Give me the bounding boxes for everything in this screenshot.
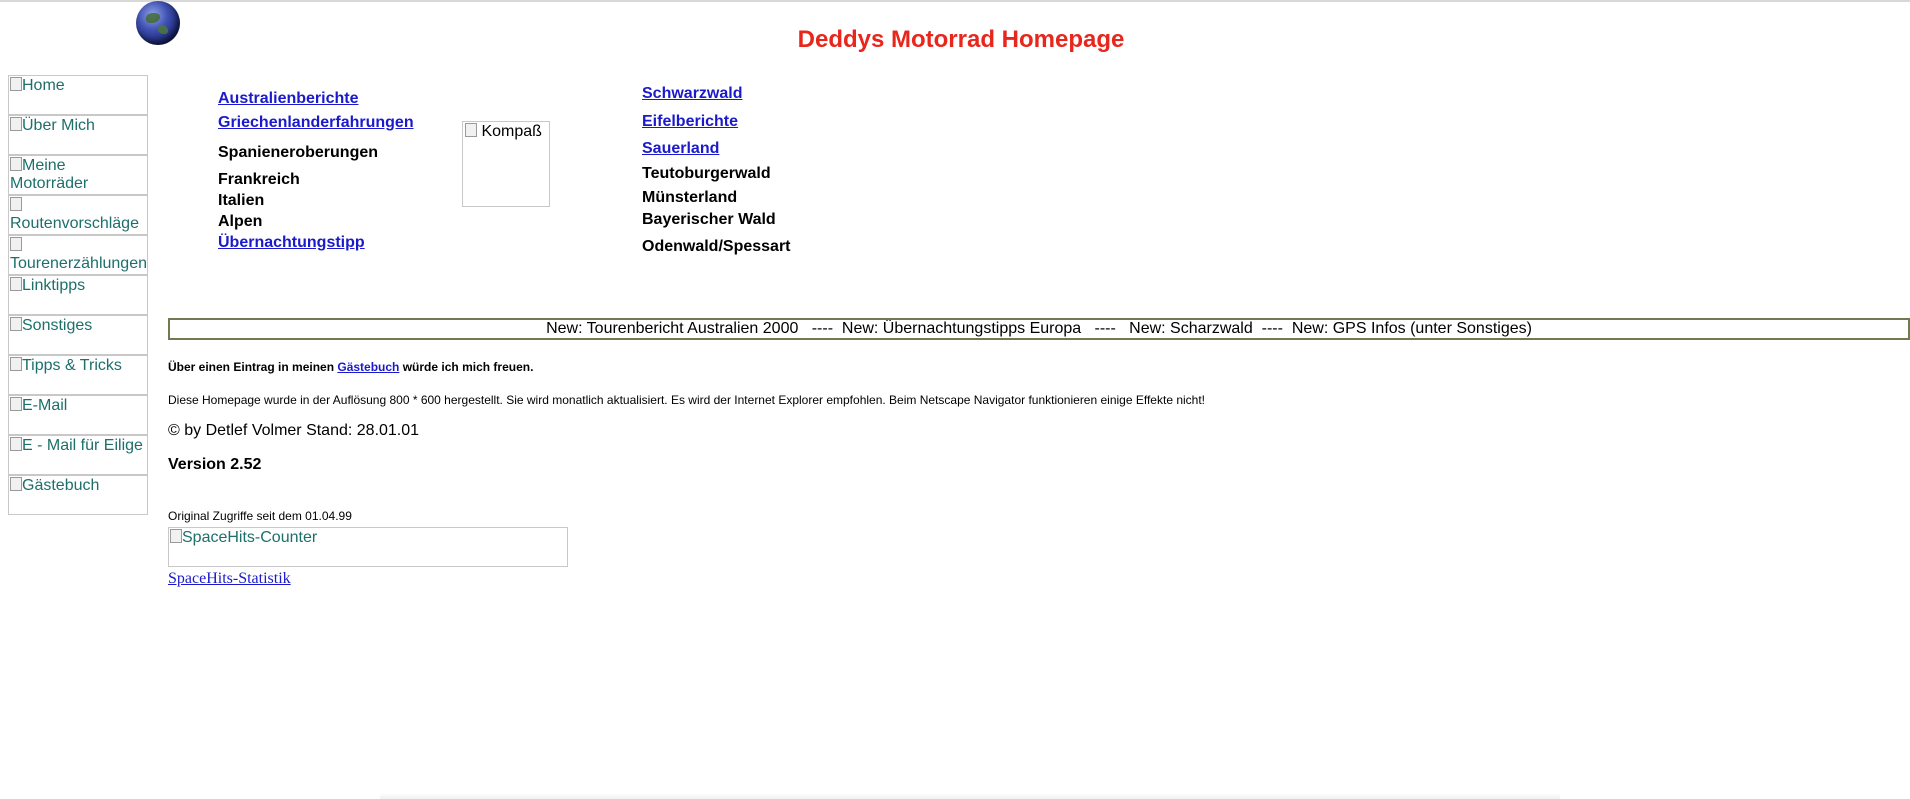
guestbook-text-before: Über einen Eintrag in meinen <box>168 360 338 374</box>
nav-item-email[interactable] <box>8 395 148 435</box>
nav-item-label: Home <box>22 77 65 94</box>
text-muensterland: Münsterland <box>642 189 738 206</box>
sidebar-nav <box>8 75 148 515</box>
broken-image-icon <box>10 197 22 211</box>
nav-item-label: Meine Motorräder <box>10 157 89 192</box>
text-italy: Italien <box>218 192 265 209</box>
nav-item-about-me[interactable] <box>8 115 148 155</box>
text-bavarian-forest: Bayerischer Wald <box>642 211 776 228</box>
top-border <box>0 0 1910 2</box>
link-eifel[interactable]: Eifelberichte <box>642 113 739 130</box>
nav-item-routes[interactable] <box>8 195 148 235</box>
compass-image <box>462 121 550 207</box>
stats-link[interactable]: SpaceHits-Statistik <box>168 570 291 587</box>
nav-item-email-urgent[interactable] <box>8 435 148 475</box>
news-ticker: New: Tourenbericht Australien 2000 ---- New: Übernachtungstipps Europa ---- New: Scharzwald ---- New: GPS Infos (unter Sonstiges) <box>168 318 1910 340</box>
resolution-info: Diese Homepage wurde in der Auflösung 800 * 600 hergestellt. Sie wird monatlich aktualisiert. Es wird der Internet Explorer empfohlen. Beim Netscape Navigator funktionieren einige Effekte nicht! <box>168 393 1206 407</box>
nav-item-misc[interactable] <box>8 315 148 355</box>
link-australia[interactable]: Australienberichte <box>218 90 359 107</box>
guestbook-link[interactable]: Gästebuch <box>337 360 400 374</box>
nav-item-label: Sonstiges <box>22 317 93 334</box>
nav-item-label: E - Mail für Eilige <box>22 437 143 454</box>
guestbook-invitation <box>168 360 533 374</box>
text-teutoburg: Teutoburgerwald <box>642 165 771 182</box>
nav-item-label: Routenvorschläge <box>10 215 139 232</box>
link-overnight-tips[interactable]: Übernachtungstipp <box>218 234 365 251</box>
broken-image-icon <box>10 77 22 91</box>
broken-image-icon <box>10 237 22 251</box>
nav-item-label: Linktipps <box>22 277 86 294</box>
nav-item-label: Über Mich <box>22 117 95 134</box>
text-france: Frankreich <box>218 171 300 188</box>
nav-item-tour-stories[interactable] <box>8 235 148 275</box>
broken-image-icon <box>10 397 22 411</box>
version-label: Version 2.52 <box>168 456 262 473</box>
nav-item-motorcycles[interactable] <box>8 155 148 195</box>
broken-image-icon <box>170 529 182 543</box>
broken-image-icon <box>10 477 22 491</box>
counter-alt-text: SpaceHits-Counter <box>182 529 318 546</box>
link-black-forest[interactable]: Schwarzwald <box>642 85 743 102</box>
counter-image <box>168 527 568 567</box>
broken-image-icon <box>465 123 477 137</box>
link-sauerland[interactable]: Sauerland <box>642 140 720 157</box>
link-greece[interactable]: Griechenlanderfahrungen <box>218 114 414 131</box>
broken-image-icon <box>10 357 22 371</box>
nav-item-links[interactable] <box>8 275 148 315</box>
nav-item-home[interactable] <box>8 75 148 115</box>
broken-image-icon <box>10 317 22 331</box>
broken-image-icon <box>10 157 22 171</box>
broken-image-icon <box>10 117 22 131</box>
text-odenwald: Odenwald/Spessart <box>642 238 791 255</box>
text-alps: Alpen <box>218 213 263 230</box>
page-title: Deddys Motorrad Homepage <box>797 26 1125 53</box>
nav-item-label: Tourenerzählungen <box>10 255 147 272</box>
text-spain: Spanieneroberungen <box>218 144 379 161</box>
nav-item-label: Gästebuch <box>22 477 100 494</box>
counter-caption: Original Zugriffe seit dem 01.04.99 <box>168 509 352 523</box>
nav-item-label: Tipps & Tricks <box>22 357 122 374</box>
nav-item-label: E-Mail <box>22 397 68 414</box>
bottom-shadow <box>380 793 1560 799</box>
guestbook-text-after: würde ich mich freuen. <box>399 360 534 374</box>
nav-item-tips[interactable] <box>8 355 148 395</box>
nav-item-guestbook[interactable] <box>8 475 148 515</box>
copyright: © by Detlef Volmer Stand: 28.01.01 <box>168 422 420 439</box>
broken-image-icon <box>10 437 22 451</box>
broken-image-icon <box>10 277 22 291</box>
compass-alt-text: Kompaß <box>481 123 542 140</box>
